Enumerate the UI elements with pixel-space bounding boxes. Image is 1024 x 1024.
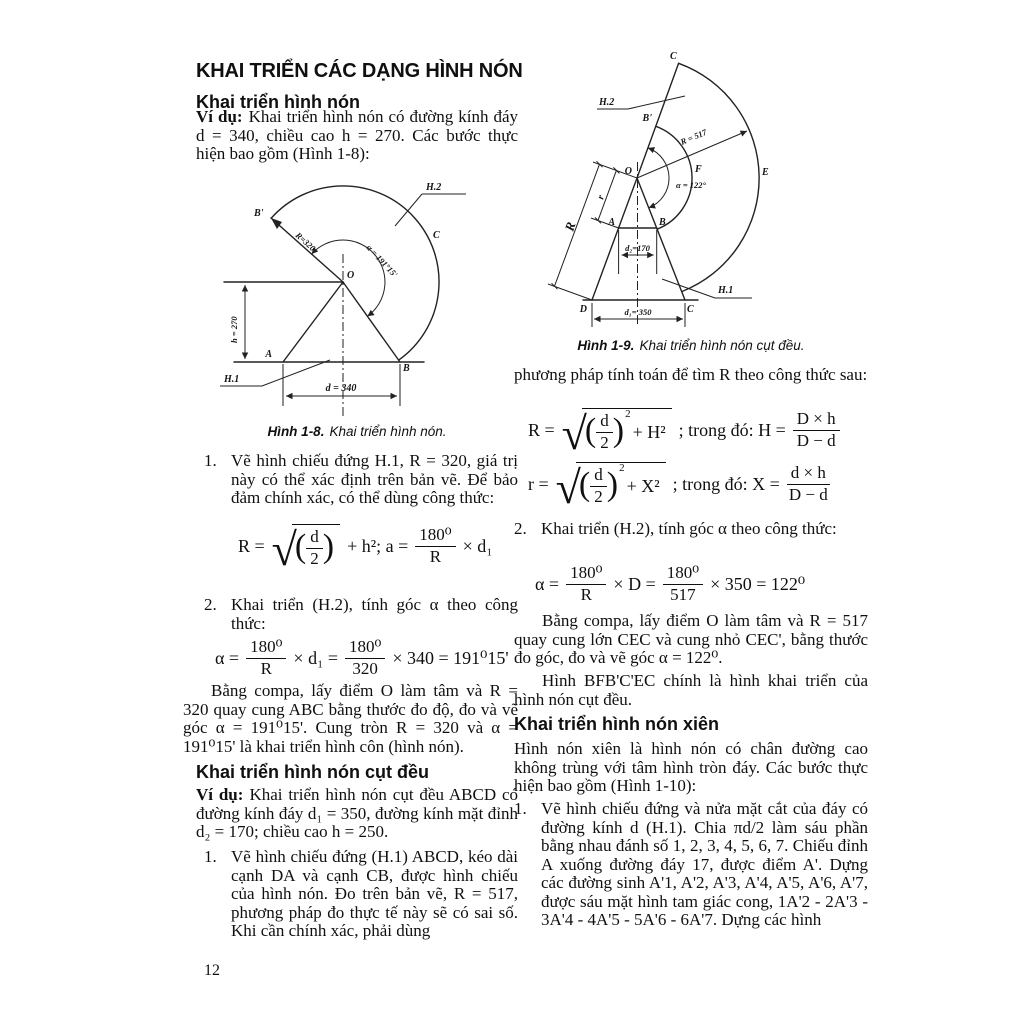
point-label-f: F [695,164,702,175]
fraction-denominator: D − d [796,430,836,450]
radical-sign: √ [555,461,581,513]
point-label-b-prime: B' [642,113,652,124]
point-label-e: E [762,167,769,178]
section-heading-non-cut-deu: Khai triển hình nón cụt đều [196,762,429,782]
fraction [246,638,286,678]
fraction-denominator: 320 [352,658,378,678]
fraction-numerator: 180⁰ [415,526,455,547]
list-item-number: 2. [204,595,217,614]
fraction-numerator: d [306,528,323,549]
point-label-d: D [579,304,587,315]
list-item-1-section2 [204,848,518,941]
radius-label-big-r: R [561,220,579,233]
fraction [596,412,613,452]
formula-term: + X² [626,475,660,496]
angle-label: α = 122° [676,180,706,190]
list-item-number: 1. [204,847,217,866]
formula-term: × 350 = 122⁰ [710,573,806,594]
intro-text: Khai triển hình nón cụt đều ABCD có đường kính đáy d₁ = 350, đường kính mặt đỉnh d₂ = 170; chiều cao h = 250. [196,785,518,841]
view-label-h2: H.2 [426,182,442,193]
radicand [292,524,340,568]
fraction-numerator: d [590,466,607,487]
square-root [555,461,666,513]
radius-arrowhead [271,218,282,229]
formula-r-frustum [528,461,830,513]
list-item-2 [204,596,518,633]
fraction-numerator: 180⁰ [246,638,286,659]
page-title: KHAI TRIỂN CÁC DẠNG HÌNH NÓN [196,60,523,82]
fraction [566,564,606,604]
formula-term: α = [215,647,240,668]
radical-sign: √ [561,407,587,459]
square-root [561,407,672,459]
list-item-number: 2. [514,519,527,538]
angle-label: α = 191°15' [364,242,400,280]
formula-term: × d₁ [462,535,493,556]
fraction [590,466,607,506]
radicand [576,462,666,506]
fraction-numerator: 180⁰ [663,564,703,585]
formula-term: ; trong đó: H = [678,419,786,440]
formula-term: R = [528,419,555,440]
dimension-label-d1: d₁= 350 [624,307,652,317]
fraction-denominator: 2 [594,486,603,506]
fraction [663,564,703,604]
fraction-numerator: d [596,412,613,433]
example-label: Ví dụ: [196,107,243,126]
open-paren: ( [294,527,307,565]
square-root [271,523,340,575]
continuation-paragraph: phương pháp tính toán để tìm R theo công thức sau: [514,365,868,384]
section-heading-hinh-non: Khai triển hình nón [196,92,360,112]
fraction [787,464,830,504]
fraction-numerator: D × h [793,410,840,431]
point-label-o: O [624,166,632,177]
fraction-denominator: 2 [310,548,319,568]
figure-1-8-caption [196,424,518,439]
dimension-label-d2: d₂=170 [625,243,650,253]
formula-term: α = [535,573,560,594]
formula-term: R = [238,535,265,556]
paragraph-compa-right: Bằng compa, lấy điểm O làm tâm và R = 517 quay cung lớn CEC và cung nhỏ CEC', bằng thước đo góc, đo và vẽ góc α = 122⁰. [514,611,868,667]
formula-alpha-right [535,564,805,604]
view-label-h1: H.1 [224,374,240,385]
point-label-b: B [659,217,666,228]
list-item-number: 1. [204,451,217,470]
list-item-text: Vẽ hình chiếu đứng và nửa mặt cắt của đáy có đường kính d (H.1). Chia πd/2 làm sáu phần bằng nhau đánh số 1, 2, 3, 4, 5, 6, 7. Chiếu đỉnh A xuống đường đáy 17, được điểm A'. Dựng các đường sinh A'1, A'2, A'3, A'4, A'5, A'6, A'7, được sáu mặt hình tam giác cong, 1A'2 - 2A'3 - 3A'4 - 4A'5 - 5A'6 - 6A'7. Dựng các hình [541,799,868,929]
formula-term: × d₁ = [293,647,338,668]
point-label-b-prime: B' [254,208,264,219]
radius-label: R=320 [293,230,318,254]
close-paren: ) [606,465,619,503]
point-label-a: A [608,217,615,228]
formula-term: + H² [632,421,666,442]
caption-label: Hình 1-9. [577,338,635,353]
intro-paragraph-1 [196,108,518,164]
page-number: 12 [204,962,220,979]
radicand [582,408,672,452]
list-item-number: 1. [514,799,527,818]
example-label: Ví dụ: [196,785,244,804]
formula-R-frustum [528,407,840,459]
exponent: 2 [625,408,631,420]
fraction-denominator: R [580,584,592,604]
fraction [415,526,455,566]
caption-text: Khai triển hình nón. [329,424,447,439]
fraction [306,528,323,568]
intro-paragraph-3: Hình nón xiên là hình nón có chân đường cao không trùng với tâm hình tròn đáy. Các bước thực hiện bao gồm (Hình 1-10): [514,739,868,795]
list-item-text: Khai triển (H.2), tính góc α theo công thức: [541,519,837,538]
exponent: 2 [619,462,625,474]
fraction-numerator: 180⁰ [345,638,385,659]
formula-radius-and-a [238,523,493,575]
caption-label: Hình 1-8. [267,424,325,439]
formula-term: ; trong đó: X = [672,473,780,494]
fraction-denominator: D − d [788,484,828,504]
radius-label-517: R = 517 [678,126,709,147]
list-item-text: Vẽ hình chiếu đứng (H.1) ABCD, kéo dài cạnh DA và cạnh CB, được hình chiếu của hình nón. Đo trên bản vẽ, R = 517, phương pháp đo thực tế này sẽ có sai số. Khi cần chính xác, phải dùng [231,847,518,940]
fraction-denominator: 517 [670,584,696,604]
view-label-h2: H.2 [599,97,615,108]
paragraph-bfbcec: Hình BFB'C'EC chính là hình khai triển của hình nón cụt đều. [514,671,868,709]
formula-term: r = [528,473,549,494]
open-paren: ( [578,465,591,503]
fraction-numerator: 180⁰ [566,564,606,585]
view-label-h1: H.1 [718,285,734,296]
dimension-label-height: h = 270 [229,316,239,343]
intro-text: Khai triển hình nón có đường kính đáy d = 340, chiều cao h = 270. Các bước thực hiện bao gồm (Hình 1-8): [196,107,518,163]
intro-paragraph-2 [196,786,518,842]
fraction [345,638,385,678]
point-label-b: B [403,363,410,374]
point-label-c-bottom: C [687,304,694,315]
open-paren: ( [584,411,597,449]
formula-term: × 340 = 191⁰15' [392,647,509,668]
formula-term: × D = [613,573,656,594]
point-label-c: C [433,230,440,241]
close-paren: ) [322,527,335,565]
formula-alpha-left [215,638,509,678]
fraction-denominator: 2 [600,432,609,452]
point-label-o: O [347,270,355,281]
figure-1-9-caption [514,338,868,353]
caption-text: Khai triển hình nón cụt đều. [639,338,805,353]
point-label-c-top: C [670,51,677,62]
fraction-denominator: R [429,546,442,566]
list-item-text: Vẽ hình chiếu đứng H.1, R = 320, giá trị này có thể xác định trên bản vẽ. Để bảo đảm chính xác, có thể dùng công thức: [231,451,518,507]
figure-1-9-frustum-development-drawing [535,42,867,334]
radius-label-small-r: r [595,193,608,201]
fraction-numerator: d × h [787,464,830,485]
list-item-1-section3 [514,800,868,930]
figure-1-8-cone-development-drawing [188,170,520,422]
dimension-label-diameter: d = 340 [325,383,357,394]
fraction-denominator: R [260,658,272,678]
section-heading-non-xien: Khai triển hình nón xiên [514,714,720,734]
fraction [793,410,840,450]
close-paren: ) [612,411,625,449]
list-item-2-right [514,520,868,539]
point-label-a: A [265,349,272,360]
radical-sign: √ [271,523,297,575]
paragraph-compa-left: Bằng compa, lấy điểm O làm tâm và R = 320 quay cung ABC bằng thước đo độ, đo và vẽ góc α = 191⁰15'. Cung tròn R = 320 và α = 191⁰15' là khai triển hình côn (hình nón). [183,681,518,756]
list-item-text: Khai triển (H.2), tính góc α theo công thức: [231,595,518,633]
formula-term: + h²; a = [347,535,409,556]
list-item-1 [204,452,518,508]
